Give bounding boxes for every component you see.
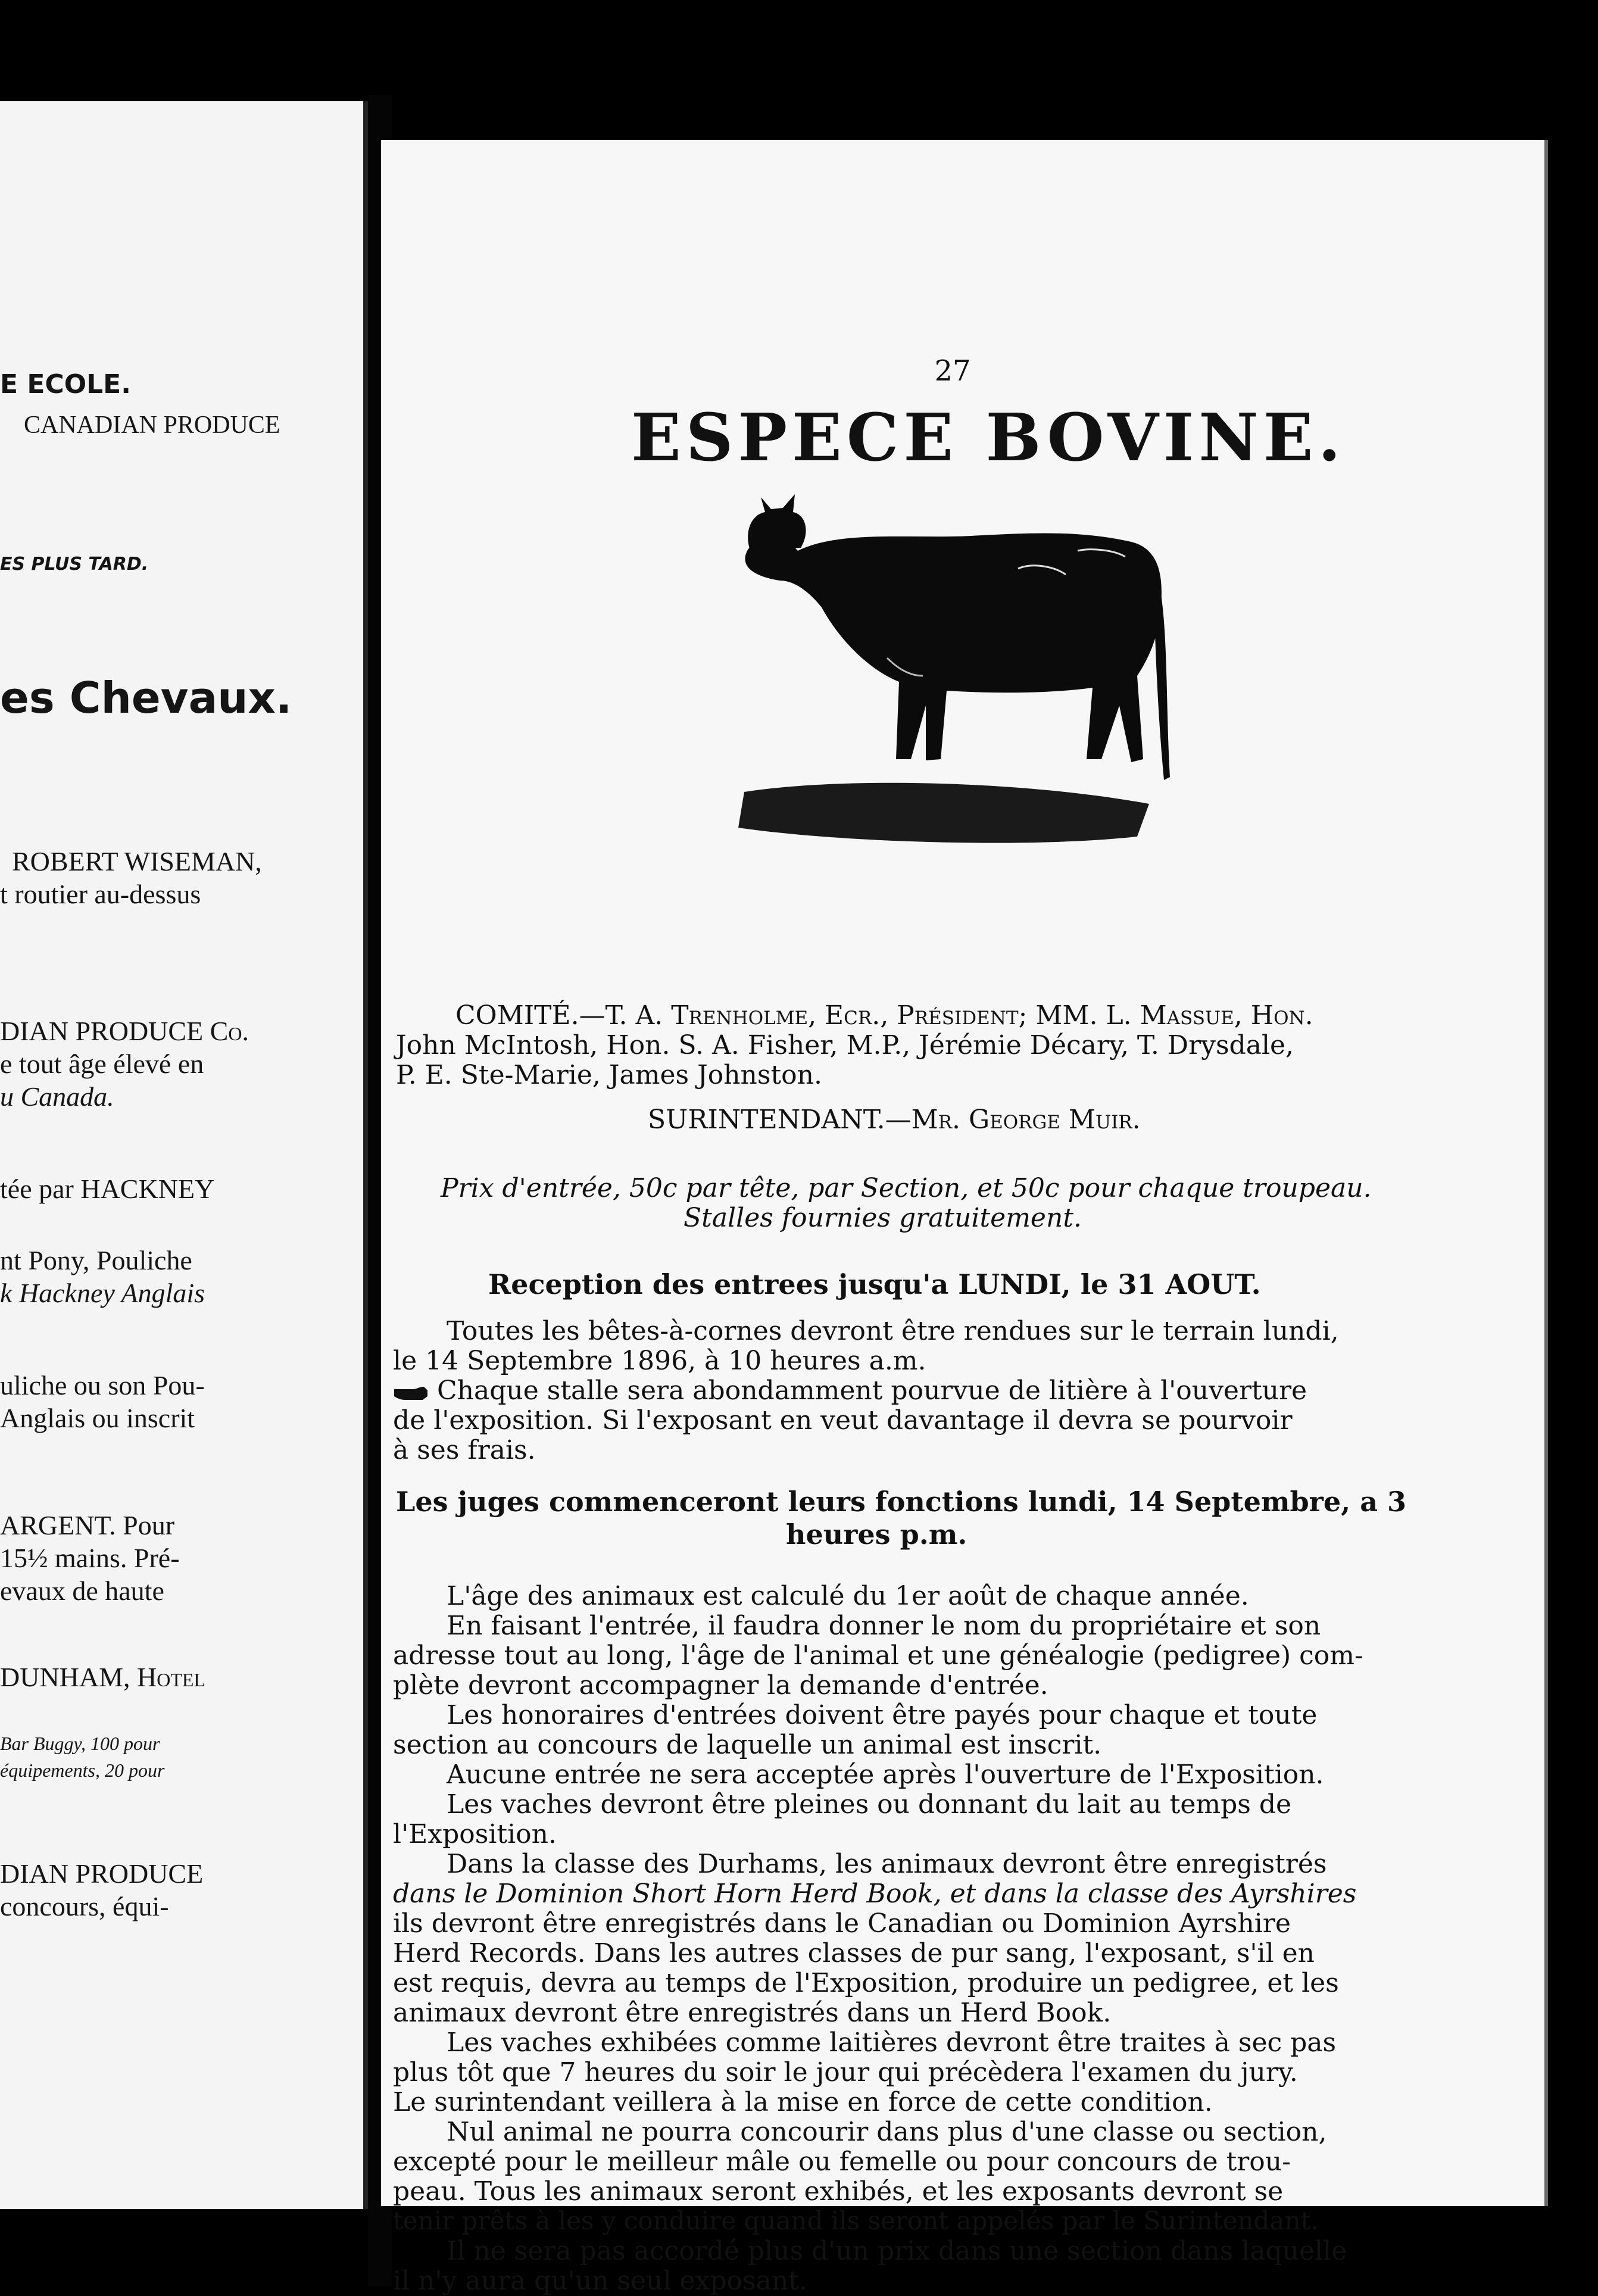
left-line: tée par HACKNEY <box>0 1174 215 1204</box>
left-line: uliche ou son Pou- <box>0 1370 205 1400</box>
rule-line: il n'y aura qu'un seul exposant. <box>393 2266 807 2296</box>
rule-line: dans le Dominion Short Horn Herd Book, et dans la classe des Ayrshires <box>393 1879 1357 1909</box>
entry-fee-line: Prix d'entrée, 50c par tête, par Section, et 50c pour chaque troupeau. <box>441 1173 1372 1203</box>
pointing-hand-icon <box>393 1381 429 1405</box>
left-page <box>0 101 368 2209</box>
left-line: nt Pony, Pouliche <box>0 1245 192 1275</box>
reception-heading: Reception des entrees jusqu'a LUNDI, le 31 AOUT. <box>488 1268 1261 1300</box>
left-line: DIAN PRODUCE Co. <box>0 1016 249 1046</box>
rule-line: adresse tout au long, l'âge de l'animal et une généalogie (pedigree) com- <box>393 1640 1363 1671</box>
reception-line: à ses frais. <box>393 1435 536 1465</box>
left-line: CANADIAN PRODUCE <box>24 411 280 439</box>
rule-line: Les vaches devront être pleines ou donnant du lait au temps de <box>447 1789 1292 1820</box>
left-line: équipements, 20 pour <box>0 1760 165 1781</box>
rule-line: plète devront accompagner la demande d'entrée. <box>393 1670 1048 1701</box>
left-line: DIAN PRODUCE <box>0 1858 204 1889</box>
rule-line: est requis, devra au temps de l'Exposition, produire un pedigree, et les <box>393 1968 1339 1998</box>
rule-line: Il ne sera pas accordé plus d'un prix dans une section dans laquelle <box>447 2236 1347 2266</box>
left-line: evaux de haute <box>0 1576 164 1606</box>
rule-line: l'Exposition. <box>393 1819 557 1849</box>
reception-line: Chaque stalle sera abondamment pourvue de litière à l'ouverture <box>437 1375 1307 1406</box>
rule-line: excepté pour le meilleur mâle ou femelle ou pour concours de trou- <box>393 2147 1291 2177</box>
left-line: DUNHAM, Hotel <box>0 1662 205 1692</box>
left-line: es Chevaux. <box>0 673 292 723</box>
left-line: 15½ mains. Pré- <box>0 1543 180 1573</box>
left-line: e tout âge élevé en <box>0 1049 204 1079</box>
rule-line: Herd Records. Dans les autres classes de pur sang, l'exposant, s'il en <box>393 1938 1315 1969</box>
rule-line: ils devront être enregistrés dans le Canadian ou Dominion Ayrshire <box>393 1908 1291 1939</box>
rule-line: peau. Tous les animaux seront exhibés, et les exposants devront se <box>393 2176 1284 2207</box>
rule-line: En faisant l'entrée, il faudra donner le nom du propriétaire et son <box>447 1611 1321 1641</box>
reception-line: de l'exposition. Si l'exposant en veut davantage il devra se pourvoir <box>393 1405 1293 1436</box>
left-line: Anglais ou inscrit <box>0 1403 195 1433</box>
left-line: Bar Buggy, 100 pour <box>0 1733 160 1754</box>
rule-line: Les vaches exhibées comme laitières devront être traites à sec pas <box>447 2027 1337 2058</box>
judges-heading: heures p.m. <box>786 1518 967 1551</box>
rule-line: section au concours de laquelle un animal est inscrit. <box>393 1730 1102 1760</box>
rule-line: Aucune entrée ne sera acceptée après l'ouverture de l'Exposition. <box>447 1760 1324 1790</box>
cow-illustration <box>661 479 1215 878</box>
rule-line: animaux devront être enregistrés dans un Herd Book. <box>393 1998 1112 2028</box>
page-title: ESPECE BOVINE. <box>631 399 1346 476</box>
rule-line: Dans la classe des Durhams, les animaux devront être enregistrés <box>447 1849 1327 1879</box>
rule-line: L'âge des animaux est calculé du 1er août de chaque année. <box>447 1581 1249 1611</box>
committee-line: John McIntosh, Hon. S. A. Fisher, M.P., Jérémie Décary, T. Drysdale, <box>396 1030 1294 1060</box>
rule-line: plus tôt que 7 heures du soir le jour qui précèdera l'examen du jury. <box>393 2057 1298 2088</box>
page-edge-shadow <box>1548 179 1598 2227</box>
rule-line: tenir prêts à les y conduire quand ils seront appelés par le Surintendant. <box>393 2206 1319 2235</box>
page-number: 27 <box>934 354 971 388</box>
right-page <box>381 140 1548 2296</box>
left-line: u Canada. <box>0 1081 114 1112</box>
reception-notice <box>393 1375 1307 1406</box>
left-line: concours, équi- <box>0 1891 169 1921</box>
rule-line: Les honoraires d'entrées doivent être payés pour chaque et toute <box>447 1700 1318 1730</box>
left-line: ARGENT. Pour <box>0 1510 175 1540</box>
left-line: ES PLUS TARD. <box>0 554 149 575</box>
reception-line: le 14 Septembre 1896, à 10 heures a.m. <box>393 1346 926 1376</box>
superintendent-line: SURINTENDANT.—Mr. George Muir. <box>648 1105 1141 1135</box>
entry-fee-line: Stalles fournies gratuitement. <box>683 1203 1082 1233</box>
left-line: t routier au-dessus <box>0 879 201 909</box>
judges-heading: Les juges commenceront leurs fonctions lundi, 14 Septembre, a 3 <box>396 1486 1407 1518</box>
reception-line: Toutes les bêtes-à-cornes devront être rendues sur le terrain lundi, <box>447 1316 1339 1346</box>
rule-line: Le surintendant veillera à la mise en force de cette condition. <box>393 2087 1213 2117</box>
left-line: E ECOLE. <box>0 369 131 400</box>
rule-line: Nul animal ne pourra concourir dans plus d'une classe ou section, <box>447 2117 1327 2147</box>
left-line: k Hackney Anglais <box>0 1278 205 1308</box>
committee-line: P. E. Ste-Marie, James Johnston. <box>396 1060 822 1090</box>
committee-line: COMITÉ.—T. A. Trenholme, Ecr., Président; MM. L. Massue, Hon. <box>455 1000 1313 1031</box>
left-line: ROBERT WISEMAN, <box>12 846 262 876</box>
